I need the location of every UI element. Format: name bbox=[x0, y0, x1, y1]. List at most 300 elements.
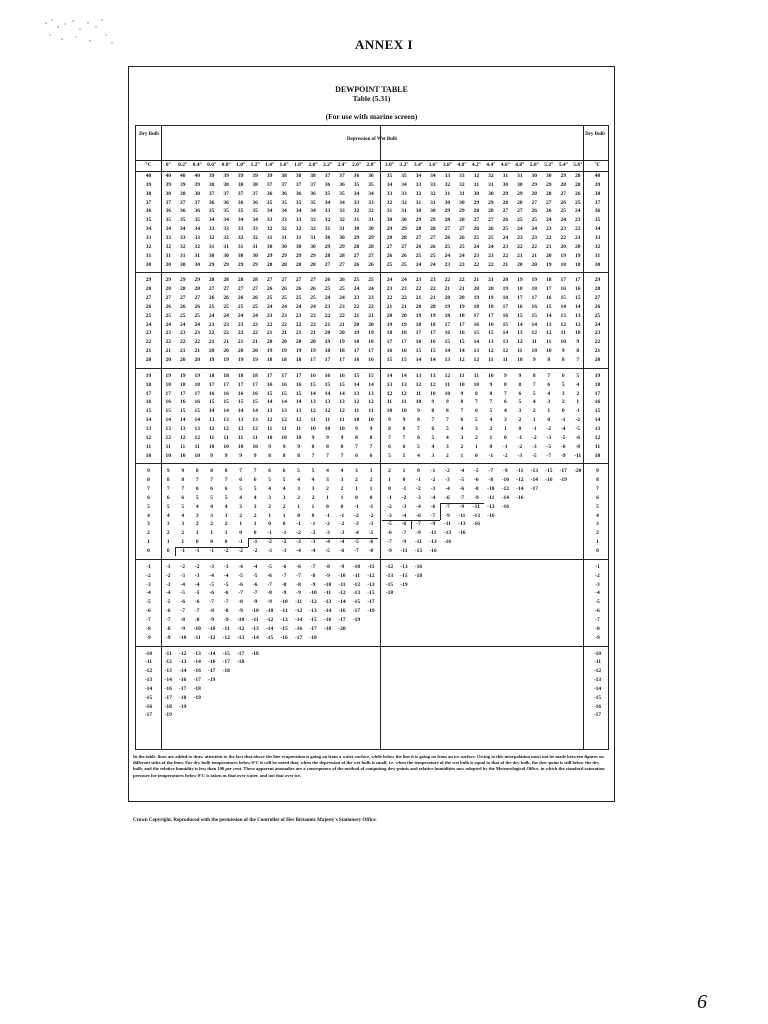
dewpoint-value: 7 bbox=[446, 417, 449, 424]
dewpoint-value: -8 bbox=[368, 548, 374, 554]
dewpoint-value: -13 bbox=[309, 608, 317, 615]
dry-bulb-temp: 8 bbox=[147, 477, 150, 484]
dewpoint-value: 21 bbox=[339, 321, 345, 328]
dewpoint-value: 16 bbox=[473, 321, 480, 328]
dewpoint-value: 14 bbox=[165, 417, 171, 424]
dewpoint-value: 31 bbox=[281, 234, 287, 241]
dewpoint-value: -12 bbox=[164, 659, 172, 666]
dewpoint-value: -10 bbox=[208, 625, 216, 632]
dry-bulb-temp: 14 bbox=[145, 417, 152, 424]
dewpoint-value: -1 bbox=[209, 548, 214, 554]
dewpoint-value: -11 bbox=[443, 521, 451, 528]
dewpoint-value: 36 bbox=[281, 190, 287, 197]
dewpoint-value: 19 bbox=[310, 348, 316, 355]
dewpoint-value: 34 bbox=[339, 199, 345, 206]
dewpoint-value: 31 bbox=[324, 226, 331, 233]
dewpoint-value: 3 bbox=[431, 452, 435, 459]
dewpoint-value: 5 bbox=[561, 381, 565, 388]
dewpoint-value: 7 bbox=[181, 486, 185, 493]
dewpoint-value: -6 bbox=[180, 599, 185, 606]
dry-bulb-temp-right: -17 bbox=[593, 712, 602, 719]
depression-header: 4.2° bbox=[471, 162, 481, 168]
dewpoint-value: -1 bbox=[252, 539, 258, 546]
dry-bulb-temp: 0 bbox=[147, 548, 150, 554]
dewpoint-value: -2 bbox=[281, 539, 287, 546]
dewpoint-value: 10 bbox=[339, 425, 345, 432]
dewpoint-value: 21 bbox=[208, 339, 215, 346]
dewpoint-value: -18 bbox=[414, 572, 423, 579]
dewpoint-value: -16 bbox=[193, 668, 201, 675]
table-row bbox=[136, 529, 610, 537]
dewpoint-value: 33 bbox=[401, 190, 407, 197]
dewpoint-value: 22 bbox=[459, 277, 465, 284]
depression-header: 5.2° bbox=[544, 162, 554, 168]
dewpoint-value: 2 bbox=[369, 477, 373, 484]
dewpoint-value: 8 bbox=[268, 452, 271, 459]
dewpoint-value: 16 bbox=[281, 381, 287, 388]
dewpoint-value: -16 bbox=[472, 521, 481, 528]
dewpoint-value: -12 bbox=[208, 634, 216, 641]
dry-bulb-temp-right: 16 bbox=[594, 399, 601, 406]
dewpoint-value: 21 bbox=[386, 303, 393, 310]
dewpoint-value: 28 bbox=[430, 226, 436, 233]
dewpoint-value: 29 bbox=[237, 261, 244, 268]
dewpoint-value: 23 bbox=[401, 286, 407, 293]
dry-bulb-temp-right: 23 bbox=[594, 330, 601, 337]
dewpoint-value: 14 bbox=[223, 408, 229, 415]
dewpoint-value: 20 bbox=[444, 295, 451, 302]
dry-bulb-temp: 15 bbox=[145, 408, 152, 415]
dewpoint-value: 31 bbox=[223, 243, 229, 250]
dewpoint-value: 38 bbox=[179, 190, 186, 197]
dewpoint-value: 23 bbox=[179, 330, 186, 337]
dewpoint-value: 15 bbox=[531, 312, 538, 319]
dewpoint-value: -14 bbox=[501, 494, 509, 501]
table-row bbox=[136, 225, 610, 233]
dewpoint-value: 32 bbox=[488, 173, 494, 179]
dewpoint-value: 19 bbox=[179, 372, 186, 379]
group-divider bbox=[136, 559, 608, 560]
table-row bbox=[136, 207, 610, 215]
dry-bulb-temp-right: 17 bbox=[594, 390, 601, 397]
dry-bulb-temp-right: -1 bbox=[595, 563, 600, 570]
dewpoint-value: 8 bbox=[431, 408, 435, 415]
dewpoint-value: -4 bbox=[430, 494, 436, 501]
dewpoint-value: 38 bbox=[310, 173, 316, 179]
dewpoint-value: -13 bbox=[179, 659, 187, 666]
dewpoint-value: -2 bbox=[310, 530, 316, 537]
table-row bbox=[136, 181, 610, 189]
dewpoint-value: 38 bbox=[165, 190, 171, 197]
dewpoint-value: 24 bbox=[223, 312, 229, 319]
dewpoint-value: 35 bbox=[324, 190, 331, 197]
dewpoint-value: -10 bbox=[338, 572, 346, 579]
dewpoint-value: 0 bbox=[210, 539, 214, 546]
dewpoint-value: 15 bbox=[517, 312, 523, 319]
dewpoint-value: 21 bbox=[531, 252, 538, 259]
dewpoint-value: -14 bbox=[251, 634, 259, 641]
dewpoint-value: 9 bbox=[253, 452, 257, 459]
dewpoint-value: -9 bbox=[310, 581, 316, 588]
dry-bulb-temp-right: 2 bbox=[596, 530, 599, 537]
dry-bulb-temp: 22 bbox=[145, 339, 152, 346]
dewpoint-value: 14 bbox=[473, 339, 480, 346]
dewpoint-value: 17 bbox=[208, 381, 215, 388]
dewpoint-value: -13 bbox=[443, 530, 452, 537]
dewpoint-value: 14 bbox=[237, 408, 244, 415]
dewpoint-value: 11 bbox=[502, 357, 508, 363]
dewpoint-value: -1 bbox=[296, 521, 301, 528]
dewpoint-value: 17 bbox=[575, 277, 581, 284]
dewpoint-value: 22 bbox=[473, 261, 480, 268]
table-row bbox=[136, 676, 610, 684]
dewpoint-value: -5 bbox=[209, 581, 214, 588]
dewpoint-value: -6 bbox=[165, 608, 171, 615]
dewpoint-value: -11 bbox=[487, 494, 495, 501]
dry-bulb-temp: 7 bbox=[147, 486, 150, 493]
dewpoint-value: 31 bbox=[502, 173, 509, 179]
dewpoint-value: 28 bbox=[339, 252, 345, 259]
dewpoint-value: 12 bbox=[324, 408, 331, 415]
dewpoint-value: 37 bbox=[165, 199, 171, 206]
dewpoint-value: 24 bbox=[430, 261, 436, 268]
dewpoint-value: 19 bbox=[194, 372, 200, 379]
dewpoint-value: 17 bbox=[368, 348, 374, 355]
dewpoint-value: 7 bbox=[326, 452, 329, 459]
dewpoint-value: 14 bbox=[401, 372, 407, 379]
dewpoint-value: 19 bbox=[560, 252, 567, 259]
table-row bbox=[136, 443, 610, 451]
dewpoint-value: 3 bbox=[268, 494, 271, 501]
dry-bulb-temp-right: 37 bbox=[594, 199, 601, 206]
dewpoint-value: 20 bbox=[324, 330, 331, 337]
dewpoint-value: -17 bbox=[208, 668, 216, 675]
dewpoint-value: 10 bbox=[237, 443, 244, 450]
dewpoint-value: 14 bbox=[252, 408, 258, 415]
dewpoint-value: 17 bbox=[353, 348, 360, 355]
dewpoint-value: -3 bbox=[267, 548, 272, 554]
dewpoint-value: 18 bbox=[368, 339, 374, 346]
dewpoint-value: 10 bbox=[208, 443, 215, 450]
dewpoint-value: 1 bbox=[181, 539, 185, 546]
dewpoint-value: 39 bbox=[208, 173, 215, 179]
dewpoint-value: 10 bbox=[415, 399, 422, 406]
dewpoint-value: 26 bbox=[223, 295, 229, 302]
dry-bulb-temp-right: 28 bbox=[594, 286, 601, 293]
dewpoint-value: 2 bbox=[326, 486, 329, 493]
dewpoint-value: 17 bbox=[415, 330, 422, 337]
dewpoint-value: -7 bbox=[238, 590, 243, 597]
dewpoint-value: 32 bbox=[473, 173, 480, 179]
dewpoint-value: 1 bbox=[402, 468, 406, 475]
dewpoint-value: -8 bbox=[296, 581, 301, 588]
table-row bbox=[136, 598, 610, 606]
dewpoint-value: -2 bbox=[430, 477, 436, 484]
table-row bbox=[136, 503, 610, 511]
dewpoint-value: 23 bbox=[459, 261, 465, 268]
dewpoint-value: 22 bbox=[353, 303, 360, 310]
dewpoint-value: 16 bbox=[401, 348, 407, 355]
dewpoint-value: 25 bbox=[266, 295, 273, 302]
dewpoint-value: 21 bbox=[266, 330, 273, 337]
dewpoint-value: 34 bbox=[179, 226, 186, 233]
dewpoint-value: 20 bbox=[531, 261, 538, 268]
dewpoint-value: 5 bbox=[224, 494, 228, 501]
table-row bbox=[136, 452, 610, 460]
dewpoint-value: 24 bbox=[444, 252, 451, 259]
dewpoint-value: 2 bbox=[224, 521, 228, 528]
dewpoint-value: 18 bbox=[473, 303, 480, 310]
dewpoint-value: -5 bbox=[368, 530, 374, 537]
dewpoint-value: 39 bbox=[165, 181, 171, 188]
dewpoint-value: -5 bbox=[560, 434, 566, 441]
dewpoint-value: 32 bbox=[237, 234, 244, 241]
dewpoint-value: -18 bbox=[236, 659, 245, 666]
dewpoint-value: -12 bbox=[222, 634, 230, 641]
dewpoint-value: 35 bbox=[266, 199, 273, 206]
dewpoint-value: -11 bbox=[352, 572, 361, 579]
dewpoint-value: 28 bbox=[266, 261, 273, 268]
dewpoint-value: 27 bbox=[444, 226, 451, 233]
dewpoint-value: -2 bbox=[546, 425, 552, 432]
dewpoint-value: 26 bbox=[368, 261, 374, 268]
dewpoint-value: 34 bbox=[208, 217, 215, 224]
dry-bulb-temp: 10 bbox=[145, 452, 152, 459]
dry-bulb-temp: 9 bbox=[147, 468, 150, 475]
dewpoint-value: 29 bbox=[339, 243, 345, 250]
dewpoint-value: 21 bbox=[488, 277, 494, 284]
dry-bulb-temp: -6 bbox=[146, 608, 151, 615]
dewpoint-value: 9 bbox=[446, 399, 449, 406]
dewpoint-value: -2 bbox=[325, 521, 330, 528]
dewpoint-value: 3 bbox=[561, 390, 565, 397]
dewpoint-value: 19 bbox=[575, 252, 581, 259]
dewpoint-value: 19 bbox=[531, 277, 538, 284]
dewpoint-value: 39 bbox=[223, 173, 229, 179]
dewpoint-value: -5 bbox=[252, 572, 258, 579]
dewpoint-value: -2 bbox=[252, 548, 258, 554]
table-row bbox=[136, 634, 610, 642]
dewpoint-value: 38 bbox=[252, 181, 258, 188]
dewpoint-value: 33 bbox=[281, 217, 287, 224]
dewpoint-value: 20 bbox=[179, 357, 186, 363]
dewpoint-value: 29 bbox=[517, 190, 523, 197]
ice-boundary-step bbox=[440, 503, 441, 521]
dewpoint-value: 31 bbox=[517, 173, 523, 179]
dewpoint-value: -5 bbox=[325, 548, 330, 554]
dewpoint-value: 26 bbox=[208, 295, 215, 302]
dewpoint-value: 12 bbox=[459, 357, 465, 363]
dewpoint-value: 8 bbox=[181, 477, 185, 484]
dewpoint-value: -10 bbox=[352, 563, 361, 570]
dewpoint-value: 17 bbox=[430, 330, 436, 337]
dewpoint-value: 9 bbox=[388, 417, 391, 424]
dewpoint-value: 31 bbox=[473, 181, 480, 188]
dewpoint-value: 26 bbox=[444, 234, 451, 241]
dewpoint-value: 19 bbox=[502, 286, 509, 293]
dewpoint-value: 24 bbox=[546, 217, 552, 224]
dewpoint-value: 9 bbox=[503, 372, 507, 379]
dewpoint-value: 28 bbox=[386, 234, 393, 241]
dewpoint-value: -6 bbox=[223, 590, 229, 597]
dewpoint-value: 23 bbox=[430, 277, 436, 284]
dewpoint-value: 10 bbox=[531, 348, 538, 355]
dewpoint-value: 22 bbox=[502, 252, 509, 259]
dewpoint-table bbox=[135, 125, 609, 750]
dry-bulb-temp-right: -14 bbox=[593, 685, 602, 692]
dewpoint-value: -5 bbox=[238, 572, 243, 579]
dewpoint-value: 24 bbox=[473, 243, 480, 250]
dewpoint-value: -1 bbox=[416, 477, 421, 484]
footnote: In the table, lines are added to draw attention to the fact that above the line evaporation is going on from a water surface, while below the line it is going on from an ice surface. Owing to this interpolation must not be made between figures on different sides of the lines. For dry bulb temperatures below 0°C it will be noted that, when the depression of the wet bulb is small, i.e. when the temperature of the wet bulb is equal to that of the dry bulb, the dew-point is still below the dry bulb, and the relative humidity is less than 100 per cent. These apparent anomalies are a consequence of the method of computing dew-points and relative humidities now adopted by the Meteorological Office, in which the standard saturation pressure for temperatures below 0°C is taken as that over water, and not that over ice. bbox=[133, 754, 605, 778]
dewpoint-value: 15 bbox=[281, 390, 287, 397]
dewpoint-value: 9 bbox=[355, 425, 358, 432]
dewpoint-value: 6 bbox=[431, 425, 435, 432]
dewpoint-value: -15 bbox=[265, 634, 274, 641]
dewpoint-value: 3 bbox=[547, 399, 551, 406]
dewpoint-value: -13 bbox=[367, 581, 375, 588]
table-row bbox=[136, 467, 610, 475]
dewpoint-value: 2 bbox=[446, 452, 449, 459]
dewpoint-value: 28 bbox=[444, 217, 451, 224]
dewpoint-value: -14 bbox=[294, 616, 303, 623]
dewpoint-value: 27 bbox=[386, 243, 393, 250]
dewpoint-value: 14 bbox=[502, 330, 509, 337]
dry-bulb-label-left: Dry Bulb bbox=[139, 132, 159, 137]
dewpoint-value: 16 bbox=[252, 390, 258, 397]
dewpoint-value: 0 bbox=[297, 512, 300, 519]
dewpoint-value: 4 bbox=[239, 494, 243, 501]
dewpoint-value: 28 bbox=[194, 286, 200, 293]
dewpoint-value: -1 bbox=[354, 503, 359, 510]
dewpoint-value: 7 bbox=[388, 434, 391, 441]
dewpoint-value: -9 bbox=[325, 572, 330, 579]
dewpoint-value: 21 bbox=[575, 234, 581, 241]
dewpoint-value: 34 bbox=[252, 217, 258, 224]
dewpoint-value: 11 bbox=[368, 408, 374, 415]
dewpoint-value: 12 bbox=[237, 425, 244, 432]
dewpoint-value: 21 bbox=[194, 348, 200, 355]
dewpoint-value: 1 bbox=[210, 530, 214, 537]
dewpoint-value: 16 bbox=[237, 390, 244, 397]
dewpoint-value: 9 bbox=[181, 468, 185, 475]
dewpoint-value: 11 bbox=[353, 408, 360, 415]
dewpoint-value: 27 bbox=[502, 208, 509, 215]
dewpoint-value: 28 bbox=[223, 277, 229, 284]
dewpoint-value: -16 bbox=[443, 539, 452, 546]
dewpoint-value: 28 bbox=[179, 286, 186, 293]
dewpoint-value: 32 bbox=[281, 226, 287, 233]
dewpoint-value: 12 bbox=[295, 417, 302, 424]
dewpoint-value: -11 bbox=[251, 616, 259, 623]
dewpoint-value: 25 bbox=[339, 286, 345, 293]
dewpoint-value: 0 bbox=[195, 539, 199, 546]
dewpoint-value: 4 bbox=[547, 390, 551, 397]
dewpoint-value: 10 bbox=[546, 348, 552, 355]
dewpoint-value: 15 bbox=[179, 408, 186, 415]
dewpoint-value: 13 bbox=[252, 417, 258, 424]
dewpoint-value: 33 bbox=[295, 217, 302, 224]
dewpoint-value: -13 bbox=[193, 650, 201, 657]
dewpoint-value: -4 bbox=[459, 468, 465, 475]
dewpoint-value: 37 bbox=[310, 181, 316, 188]
dewpoint-value: -19 bbox=[367, 608, 375, 615]
dewpoint-value: 19 bbox=[223, 357, 229, 363]
dry-bulb-temp: 11 bbox=[145, 443, 152, 450]
dewpoint-value: -2 bbox=[194, 563, 200, 570]
dewpoint-value: -7 bbox=[296, 572, 301, 579]
dewpoint-value: 21 bbox=[281, 330, 287, 337]
dewpoint-value: 1 bbox=[311, 503, 315, 510]
dewpoint-value: 23 bbox=[281, 312, 287, 319]
dewpoint-value: 32 bbox=[310, 226, 316, 233]
dewpoint-value: 25 bbox=[401, 261, 407, 268]
dewpoint-value: 9 bbox=[166, 468, 170, 475]
dewpoint-value: 26 bbox=[353, 261, 360, 268]
dry-bulb-temp-right: 20 bbox=[594, 357, 601, 363]
dry-bulb-temp: 4 bbox=[147, 512, 150, 519]
table-title: DEWPOINT TABLE bbox=[335, 85, 408, 94]
dewpoint-value: 17 bbox=[295, 372, 302, 379]
dewpoint-value: -17 bbox=[179, 685, 187, 692]
table-row bbox=[136, 650, 610, 658]
dewpoint-value: 0 bbox=[311, 512, 315, 519]
table-row bbox=[136, 538, 610, 546]
dewpoint-value: 24 bbox=[324, 295, 331, 302]
dewpoint-value: 34 bbox=[223, 217, 229, 224]
depression-header: 5.0° bbox=[529, 162, 539, 168]
dewpoint-value: 22 bbox=[281, 321, 287, 328]
dewpoint-value: 21 bbox=[401, 303, 407, 310]
dewpoint-value: 8 bbox=[474, 390, 478, 397]
dewpoint-value: 29 bbox=[473, 199, 480, 206]
dewpoint-value: 22 bbox=[517, 243, 523, 250]
dewpoint-value: 0 bbox=[561, 408, 565, 415]
dewpoint-value: 0 bbox=[253, 530, 257, 537]
dewpoint-value: 35 bbox=[179, 217, 186, 224]
dewpoint-value: 8 bbox=[417, 417, 420, 424]
dewpoint-value: 24 bbox=[560, 217, 567, 224]
dewpoint-value: 30 bbox=[223, 252, 229, 259]
dewpoint-value: 18 bbox=[517, 286, 523, 293]
dewpoint-value: 27 bbox=[281, 277, 287, 284]
dewpoint-value: 33 bbox=[208, 226, 215, 233]
dewpoint-value: -3 bbox=[281, 548, 287, 554]
dewpoint-value: 29 bbox=[488, 199, 494, 206]
dewpoint-value: -3 bbox=[354, 521, 359, 528]
dewpoint-value: -17 bbox=[294, 634, 303, 641]
table-row bbox=[136, 303, 610, 311]
dewpoint-value: 3 bbox=[253, 503, 257, 510]
dewpoint-value: 9 bbox=[431, 399, 435, 406]
dewpoint-value: 4 bbox=[503, 408, 507, 415]
dewpoint-value: 15 bbox=[415, 348, 422, 355]
dry-bulb-temp: 35 bbox=[145, 217, 152, 224]
dewpoint-value: -8 bbox=[223, 608, 229, 615]
dewpoint-value: -9 bbox=[180, 625, 185, 632]
dewpoint-value: -1 bbox=[267, 530, 272, 537]
dewpoint-value: 28 bbox=[531, 190, 538, 197]
dewpoint-value: 28 bbox=[324, 252, 331, 259]
dewpoint-value: -4 bbox=[560, 425, 566, 432]
dewpoint-value: -18 bbox=[164, 703, 172, 710]
dewpoint-value: -2 bbox=[296, 530, 301, 537]
depression-header: 3.2° bbox=[399, 162, 409, 168]
dewpoint-value: 19 bbox=[252, 357, 258, 363]
dry-bulb-temp: 1 bbox=[147, 539, 150, 546]
dewpoint-value: -3 bbox=[209, 563, 214, 570]
dewpoint-value: 32 bbox=[444, 181, 451, 188]
